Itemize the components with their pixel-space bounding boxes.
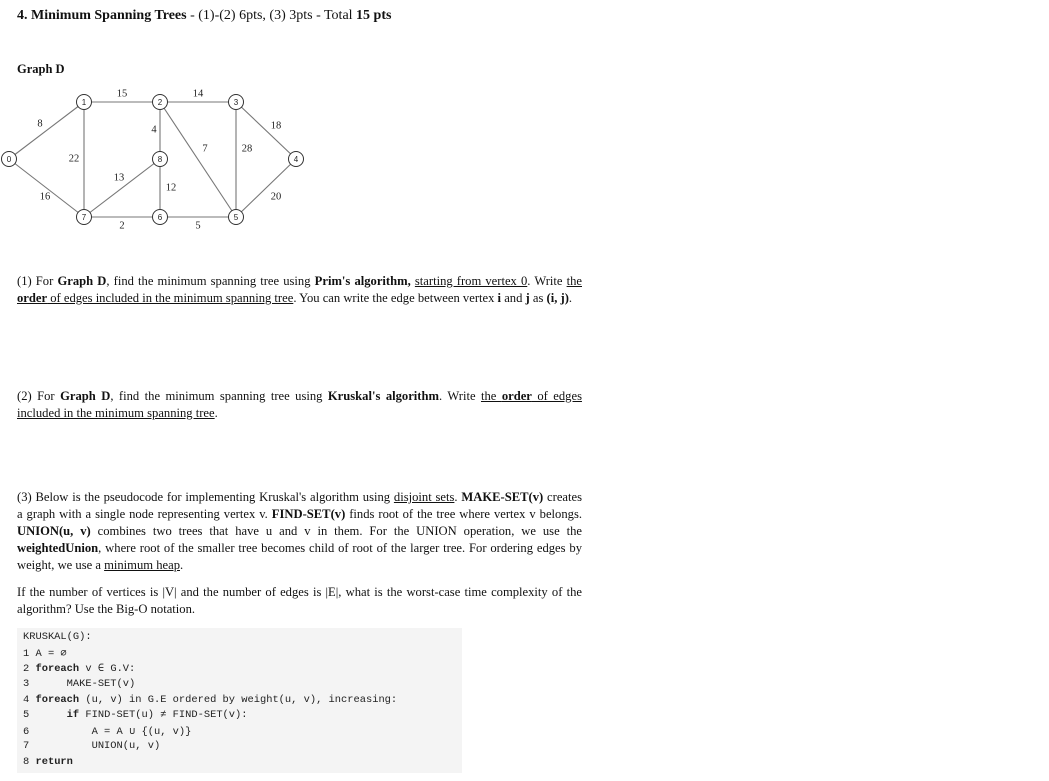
edge-weight-2-8: 4 — [151, 124, 157, 136]
line-number: 4 — [23, 694, 36, 706]
q3-text: . — [454, 490, 462, 504]
q3-text: . — [180, 558, 184, 572]
q3-text: creates a graph with a single node representing vertex v. — [17, 490, 583, 521]
q3-union: UNION(u, v) — [17, 524, 91, 538]
code-text: (u, v) in G.E ordered by weight(u, v), increasing: — [79, 694, 398, 706]
q1-algorithm: Prim's algorithm, — [314, 274, 411, 288]
code-line: 7 UNION(u, v) — [23, 740, 161, 752]
q2-text: , find the minimum spanning tree using — [110, 389, 328, 403]
q2-text: the — [480, 389, 502, 403]
graph-node-3 — [229, 95, 244, 110]
q1-text: . Write — [527, 274, 567, 288]
q3-disjoint-sets: disjoint sets — [393, 490, 455, 504]
q1-text: and — [501, 291, 526, 305]
q2-graph-name: Graph D — [60, 389, 111, 403]
graph-diagram — [0, 85, 320, 235]
q1-text: of edges included in the minimum spanning tree — [47, 291, 294, 305]
q2-order-word: order — [501, 389, 532, 403]
keyword: if — [66, 709, 80, 721]
graph-edge-2-5 — [157, 102, 236, 217]
edge-weight-7-8: 13 — [113, 172, 125, 184]
total-points: 15 pts — [356, 8, 392, 23]
node-label: 6 — [157, 213, 163, 222]
code-line: 6 A = A ∪ {(u, v)} — [23, 726, 192, 738]
q2-text: . Write — [439, 389, 481, 403]
graph-edge-0-7 — [9, 159, 84, 217]
edge-weight-1-7: 22 — [68, 153, 80, 165]
question-1 — [17, 273, 582, 307]
graph-edge-7-8 — [84, 159, 160, 217]
question-2 — [17, 388, 582, 422]
q1-text: . You can write the edge between vertex — [293, 291, 498, 305]
node-label: 0 — [6, 155, 12, 164]
q1-start-vertex: starting from vertex 0 — [414, 274, 528, 288]
q3-make-set: MAKE-SET(v) — [461, 490, 544, 504]
graph-node-7 — [77, 210, 92, 225]
graph-node-4 — [289, 152, 304, 167]
line-number: 2 — [23, 663, 36, 675]
q1-text: , find the minimum spanning tree using — [106, 274, 315, 288]
edge-weight-0-1: 8 — [37, 118, 43, 130]
points-text: - (1)-(2) 6pts, (3) 3pts - Total — [186, 8, 357, 23]
node-label: 8 — [157, 155, 163, 164]
edge-weight-4-5: 20 — [270, 191, 282, 203]
edge-weight-1-2: 15 — [116, 88, 128, 100]
line-number: 8 — [23, 756, 36, 768]
pseudocode-block — [17, 628, 462, 773]
code-line: 3 MAKE-SET(v) — [23, 678, 136, 690]
node-label: 3 — [233, 98, 239, 107]
node-label: 7 — [81, 213, 87, 222]
graph-node-5 — [229, 210, 244, 225]
q1-order-word: order — [17, 291, 48, 305]
q1-text: . — [568, 291, 573, 305]
keyword: return — [35, 756, 73, 768]
graph-edge-4-5 — [236, 159, 296, 217]
edge-weight-6-7: 2 — [119, 220, 125, 232]
line-number: 5 — [23, 709, 67, 721]
q1-text: (1) For — [17, 274, 58, 288]
node-label: 5 — [233, 213, 239, 222]
graph-node-1 — [77, 95, 92, 110]
question-heading — [17, 8, 391, 24]
code-line — [23, 694, 397, 706]
question-3 — [17, 489, 582, 574]
question-3-complexity: If the number of vertices is |V| and the number of edges is |E|, what is the worst-case time complexity of the algorithm? Use the Big-O notation. — [17, 585, 582, 616]
graph-node-0 — [2, 152, 17, 167]
q3-text: , where root of the smaller tree becomes child of root of the larger tree. For ordering edges by weight, we use a — [17, 541, 582, 572]
graph-node-6 — [153, 210, 168, 225]
code-line: 1 A = ∅ — [23, 648, 67, 660]
keyword: foreach — [35, 694, 80, 706]
q3-text: combines two trees that have u and v in them. For the UNION operation, we use the — [90, 524, 582, 538]
q3-text: finds root of the tree where vertex v belongs. — [345, 507, 582, 521]
code-text: v ∈ G.V: — [79, 663, 136, 675]
question-title: Minimum Spanning Trees — [31, 8, 187, 23]
q1-var-j: j — [525, 291, 530, 305]
q1-edge-notation: (i, j) — [546, 291, 569, 305]
keyword: foreach — [35, 663, 80, 675]
q3-min-heap: minimum heap — [104, 558, 180, 572]
q2-text: (2) For — [17, 389, 61, 403]
q1-graph-name: Graph D — [57, 274, 107, 288]
q3-find-set: FIND-SET(v) — [271, 507, 346, 521]
q2-text: . — [214, 406, 218, 420]
graph-edge-0-1 — [9, 102, 84, 159]
q1-text: the — [566, 274, 582, 288]
edge-weight-3-4: 18 — [270, 120, 282, 132]
graph-node-8 — [153, 152, 168, 167]
q2-text: of edges included in the minimum spanning tree — [17, 389, 582, 420]
code-line — [23, 709, 248, 721]
edge-weight-3-5: 28 — [241, 143, 253, 155]
edge-weight-2-3: 14 — [192, 88, 204, 100]
code-line — [23, 756, 73, 768]
edge-weight-6-8: 12 — [165, 182, 177, 194]
edge-weight-0-7: 16 — [39, 191, 51, 203]
question-number: 4. — [17, 8, 28, 23]
node-label: 4 — [293, 155, 299, 164]
edge-weight-5-6: 5 — [195, 220, 201, 232]
q1-text: as — [529, 291, 547, 305]
code-line — [23, 662, 135, 675]
q3-weighted-union: weightedUnion — [17, 541, 99, 555]
node-label: 1 — [81, 98, 87, 107]
q2-algorithm: Kruskal's algorithm — [327, 389, 439, 403]
graph-label: Graph D — [17, 62, 65, 76]
q3-text: (3) Below is the pseudocode for implementing Kruskal's algorithm using — [17, 490, 394, 504]
graph-node-2 — [153, 95, 168, 110]
edge-weight-2-5: 7 — [202, 143, 208, 155]
q1-var-i: i — [497, 291, 502, 305]
code-title: KRUSKAL(G): — [23, 631, 92, 643]
code-text: FIND-SET(u) ≠ FIND-SET(v): — [79, 709, 248, 721]
node-label: 2 — [157, 98, 163, 107]
